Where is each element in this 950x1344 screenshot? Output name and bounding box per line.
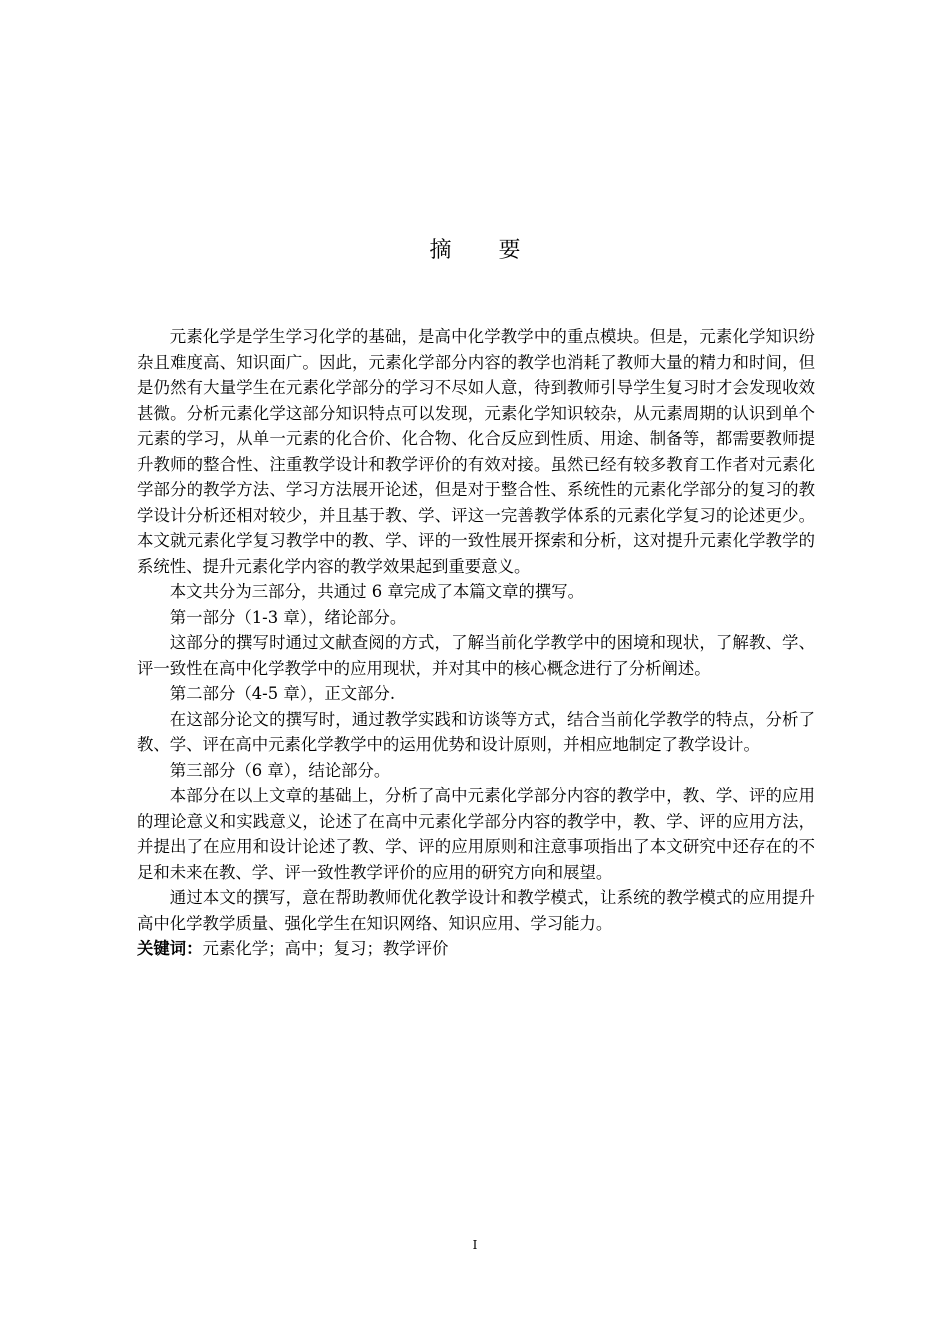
keywords-text: 元素化学；高中；复习；教学评价 <box>202 939 449 958</box>
keywords-label: 关键词： <box>137 939 203 958</box>
abstract-paragraph-4: 这部分的撰写时通过文献查阅的方式，了解当前化学教学中的困境和现状，了解教、学、评一致性在高中化学教学中的应用现状，并对其中的核心概念进行了分析阐述。 <box>137 633 815 678</box>
abstract-paragraph-3: 第一部分（1-3 章），绪论部分。 <box>169 607 407 627</box>
abstract-paragraph-6: 在这部分论文的撰写时，通过教学实践和访谈等方式，结合当前化学教学的特点，分析了教、学、评在高中元素化学教学中的运用优势和设计原则，并相应地制定了教学设计。 <box>137 709 815 754</box>
abstract-paragraph-1: 元素化学是学生学习化学的基础，是高中化学教学中的重点模块。但是，元素化学知识纷杂且难度高、知识面广。因此，元素化学部分内容的教学也消耗了教师大量的精力和时间，但是仍然有大量学生在元素化学部分的学习不尽如人意，待到教师引导学生复习时才会发现收效甚微。分析元素化学这部分知识特点可以发现，元素化学知识较杂，从元素周期的认识到单个元素的学习，从单一元素的化合价、化合物、化合反应到性质、用途、制备等，都需要教师提升教师的整合性、注重教学设计和教学评价的有效对接。虽然已经有较多教育工作者对元素化学部分的教学方法、学习方法展开论述，但是对于整合性、系统性的元素化学部分的复习的教学设计分析还相对较少，并且基于教、学、评这一完善教学体系的元素化学复习的论述更少。本文就元素化学复习教学中的教、学、评的一致性展开探索和分析，这对提升元素化学教学的系统性、提升元素化学内容的教学效果起到重要意义。 <box>137 327 815 576</box>
abstract-body <box>137 324 815 962</box>
page-title: 摘 要 <box>429 238 541 263</box>
keywords-line <box>137 936 815 962</box>
abstract-paragraph-7: 第三部分（6 章），结论部分。 <box>169 760 391 780</box>
page-number: I <box>472 1238 478 1252</box>
abstract-paragraph-9: 通过本文的撰写，意在帮助教师优化教学设计和教学模式，让系统的教学模式的应用提升高中化学教学质量、强化学生在知识网络、知识应用、学习能力。 <box>137 888 815 933</box>
abstract-paragraph-8: 本部分在以上文章的基础上，分析了高中元素化学部分内容的教学中，教、学、评的应用的理论意义和实践意义，论述了在高中元素化学部分内容的教学中，教、学、评的应用方法，并提出了在应用和设计论述了教、学、评的应用原则和注意事项指出了本文研究中还存在的不足和未来在教、学、评一致性教学评价的应用的研究方向和展望。 <box>137 786 815 882</box>
abstract-paragraph-5: 第二部分（4-5 章），正文部分. <box>169 684 396 703</box>
abstract-paragraph-2: 本文共分为三部分，共通过 6 章完成了本篇文章的撰写。 <box>169 582 585 601</box>
